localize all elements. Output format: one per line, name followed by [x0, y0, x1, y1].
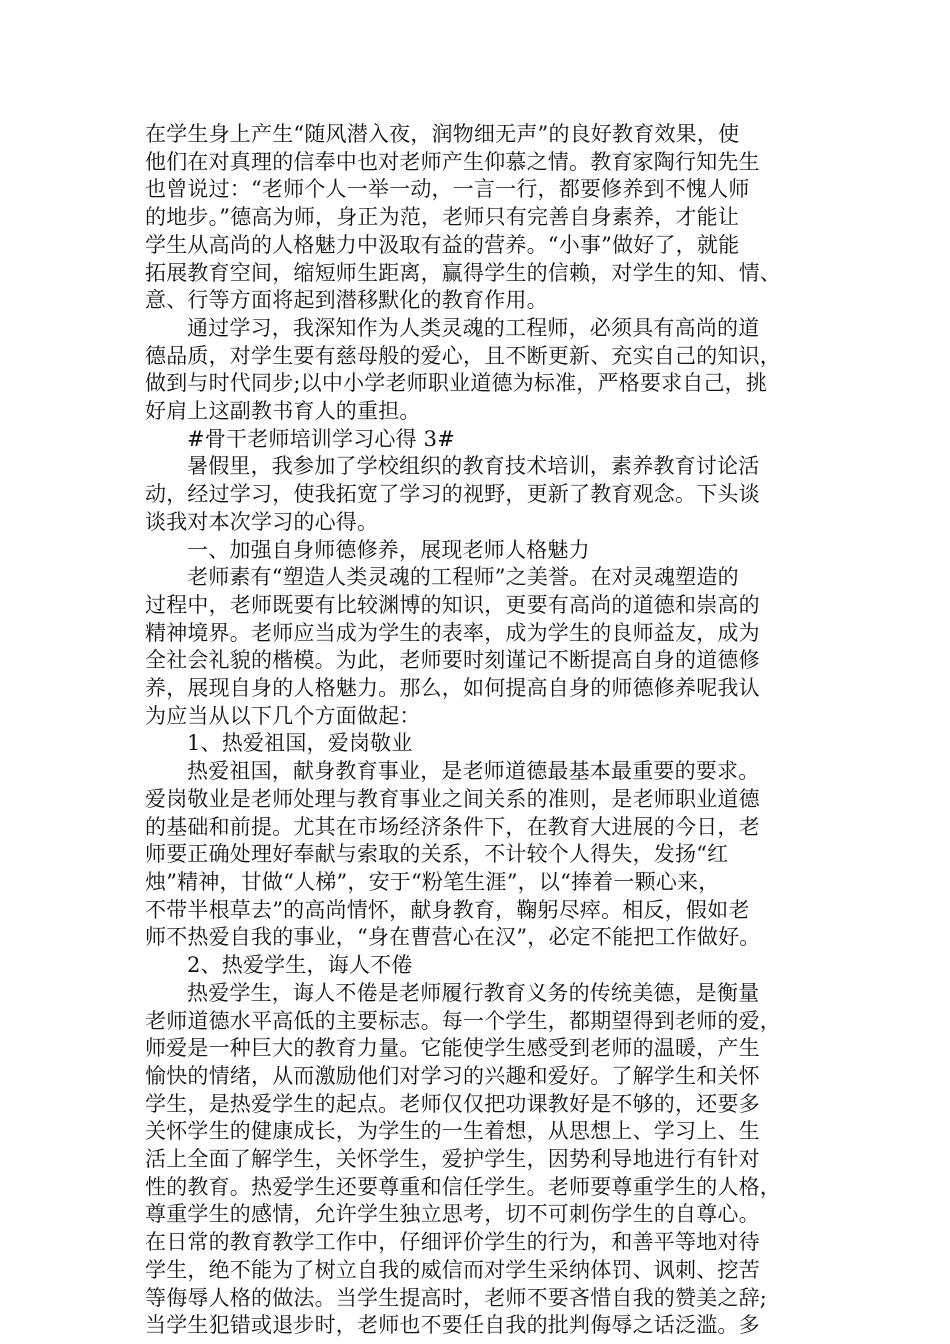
text-line: 关怀学生的健康成长，为学生的一生着想，从思想上、学习上、生: [145, 1119, 760, 1144]
text-line: 好肩上这副教书育人的重担。: [145, 399, 421, 424]
text-line: 尊重学生的感情，允许学生独立思考，切不可刺伤学生的自尊心。: [145, 1202, 760, 1227]
text-line: 的基础和前提。尤其在市场经济条件下，在教育大进展的今日，老: [145, 814, 760, 839]
text-line: 过程中，老师既要有比较渊博的知识，更要有高尚的道德和崇高的: [145, 592, 760, 617]
text-line: 全社会礼貌的楷模。为此，老师要时刻谨记不断提高自身的道德修: [145, 648, 760, 673]
text-line: 也曾说过：“老师个人一举一动，一言一行，都要修养到不愧人师: [145, 177, 750, 202]
text-line: #骨干老师培训学习心得 3#: [187, 426, 456, 451]
text-line: 热爱祖国，献身教育事业，是老师道德最基本最重要的要求。: [187, 759, 760, 784]
text-line: 热爱学生，诲人不倦是老师履行教育义务的传统美德，是衡量: [187, 980, 760, 1005]
text-line: 为应当从以下几个方面做起：: [145, 703, 421, 728]
text-line: 活上全面了解学生，关怀学生，爱护学生，因势利导地进行有针对: [145, 1147, 760, 1172]
text-line: 通过学习，我深知作为人类灵魂的工程师，必须具有高尚的道: [187, 315, 760, 340]
text-line: 暑假里，我参加了学校组织的教育技术培训，素养教育讨论活: [187, 454, 760, 479]
text-line: 在日常的教育教学工作中，仔细评价学生的行为，和善平等地对待: [145, 1230, 760, 1255]
text-line: 他们在对真理的信奉中也对老师产生仰慕之情。教育家陶行知先生: [145, 149, 760, 174]
text-line: 1、热爱祖国，爱岗敬业: [187, 731, 413, 756]
text-line: 谈我对本次学习的心得。: [145, 509, 379, 534]
text-line: 一、加强自身师德修养，展现老师人格魅力: [187, 537, 590, 562]
document-body-text: [145, 121, 825, 1340]
text-line: 当学生犯错或退步时，老师也不要任自我的批判侮辱之话泛滥。多: [145, 1313, 760, 1338]
text-line: 师爱是一种巨大的教育力量。它能使学生感受到老师的温暖，产生: [145, 1036, 760, 1061]
text-line: 不带半根草去”的高尚情怀，献身教育，鞠躬尽瘁。相反，假如老: [145, 897, 750, 922]
text-line: 学生，绝不能为了树立自我的威信而对学生采纳体罚、讽刺、挖苦: [145, 1257, 760, 1282]
text-line: 意、行等方面将起到潜移默化的教育作用。: [145, 288, 548, 313]
text-line: 师要正确处理好奉献与索取的关系，不计较个人得失，发扬“红: [145, 842, 729, 867]
text-line: 精神境界。老师应当成为学生的表率，成为学生的良师益友，成为: [145, 620, 760, 645]
text-line: 在学生身上产生“随风潜入夜，润物细无声”的良好教育效果，使: [145, 122, 740, 146]
text-line: 动，经过学习，使我拓宽了学习的视野，更新了教育观念。下头谈: [145, 482, 760, 507]
text-line: 烛”精神，甘做“人梯”，安于“粉笔生涯”，以“捧着一颗心来，: [145, 869, 720, 894]
text-line: 师不热爱自我的事业，“身在曹营心在汉”，必定不能把工作做好。: [145, 925, 761, 950]
text-line: 养，展现自身的人格魅力。那么，如何提高自身的师德修养呢我认: [145, 676, 760, 701]
text-line: 德品质，对学生要有慈母般的爱心，且不断更新、充实自己的知识，: [145, 343, 781, 368]
text-line: 学生，是热爱学生的起点。老师仅仅把功课教好是不够的，还要多: [145, 1091, 760, 1116]
text-line: 愉快的情绪，从而激励他们对学习的兴趣和爱好。了解学生和关怀: [145, 1063, 760, 1088]
text-line: 性的教育。热爱学生还要尊重和信任学生。老师要尊重学生的人格，: [145, 1174, 781, 1199]
text-line: 老师道德水平高低的主要标志。每一个学生，都期望得到老师的爱，: [145, 1008, 781, 1033]
text-line: 爱岗敬业是老师处理与教育事业之间关系的准则，是老师职业道德: [145, 786, 760, 811]
text-line: 老师素有“塑造人类灵魂的工程师”之美誉。在对灵魂塑造的: [187, 565, 739, 590]
text-line: 等侮辱人格的做法。当学生提高时，老师不要吝惜自我的赞美之辞;: [145, 1285, 768, 1310]
text-line: 拓展教育空间，缩短师生距离，赢得学生的信赖，对学生的知、情、: [145, 260, 781, 285]
text-line: 的地步。”德高为师，身正为范，老师只有完善自身素养，才能让: [145, 205, 740, 230]
text-line: 做到与时代同步;以中小学老师职业道德为标准，严格要求自己，挑: [145, 371, 768, 396]
text-line: 学生从高尚的人格魅力中汲取有益的营养。“小事”做好了，就能: [145, 232, 740, 257]
text-line: 2、热爱学生，诲人不倦: [187, 953, 413, 978]
